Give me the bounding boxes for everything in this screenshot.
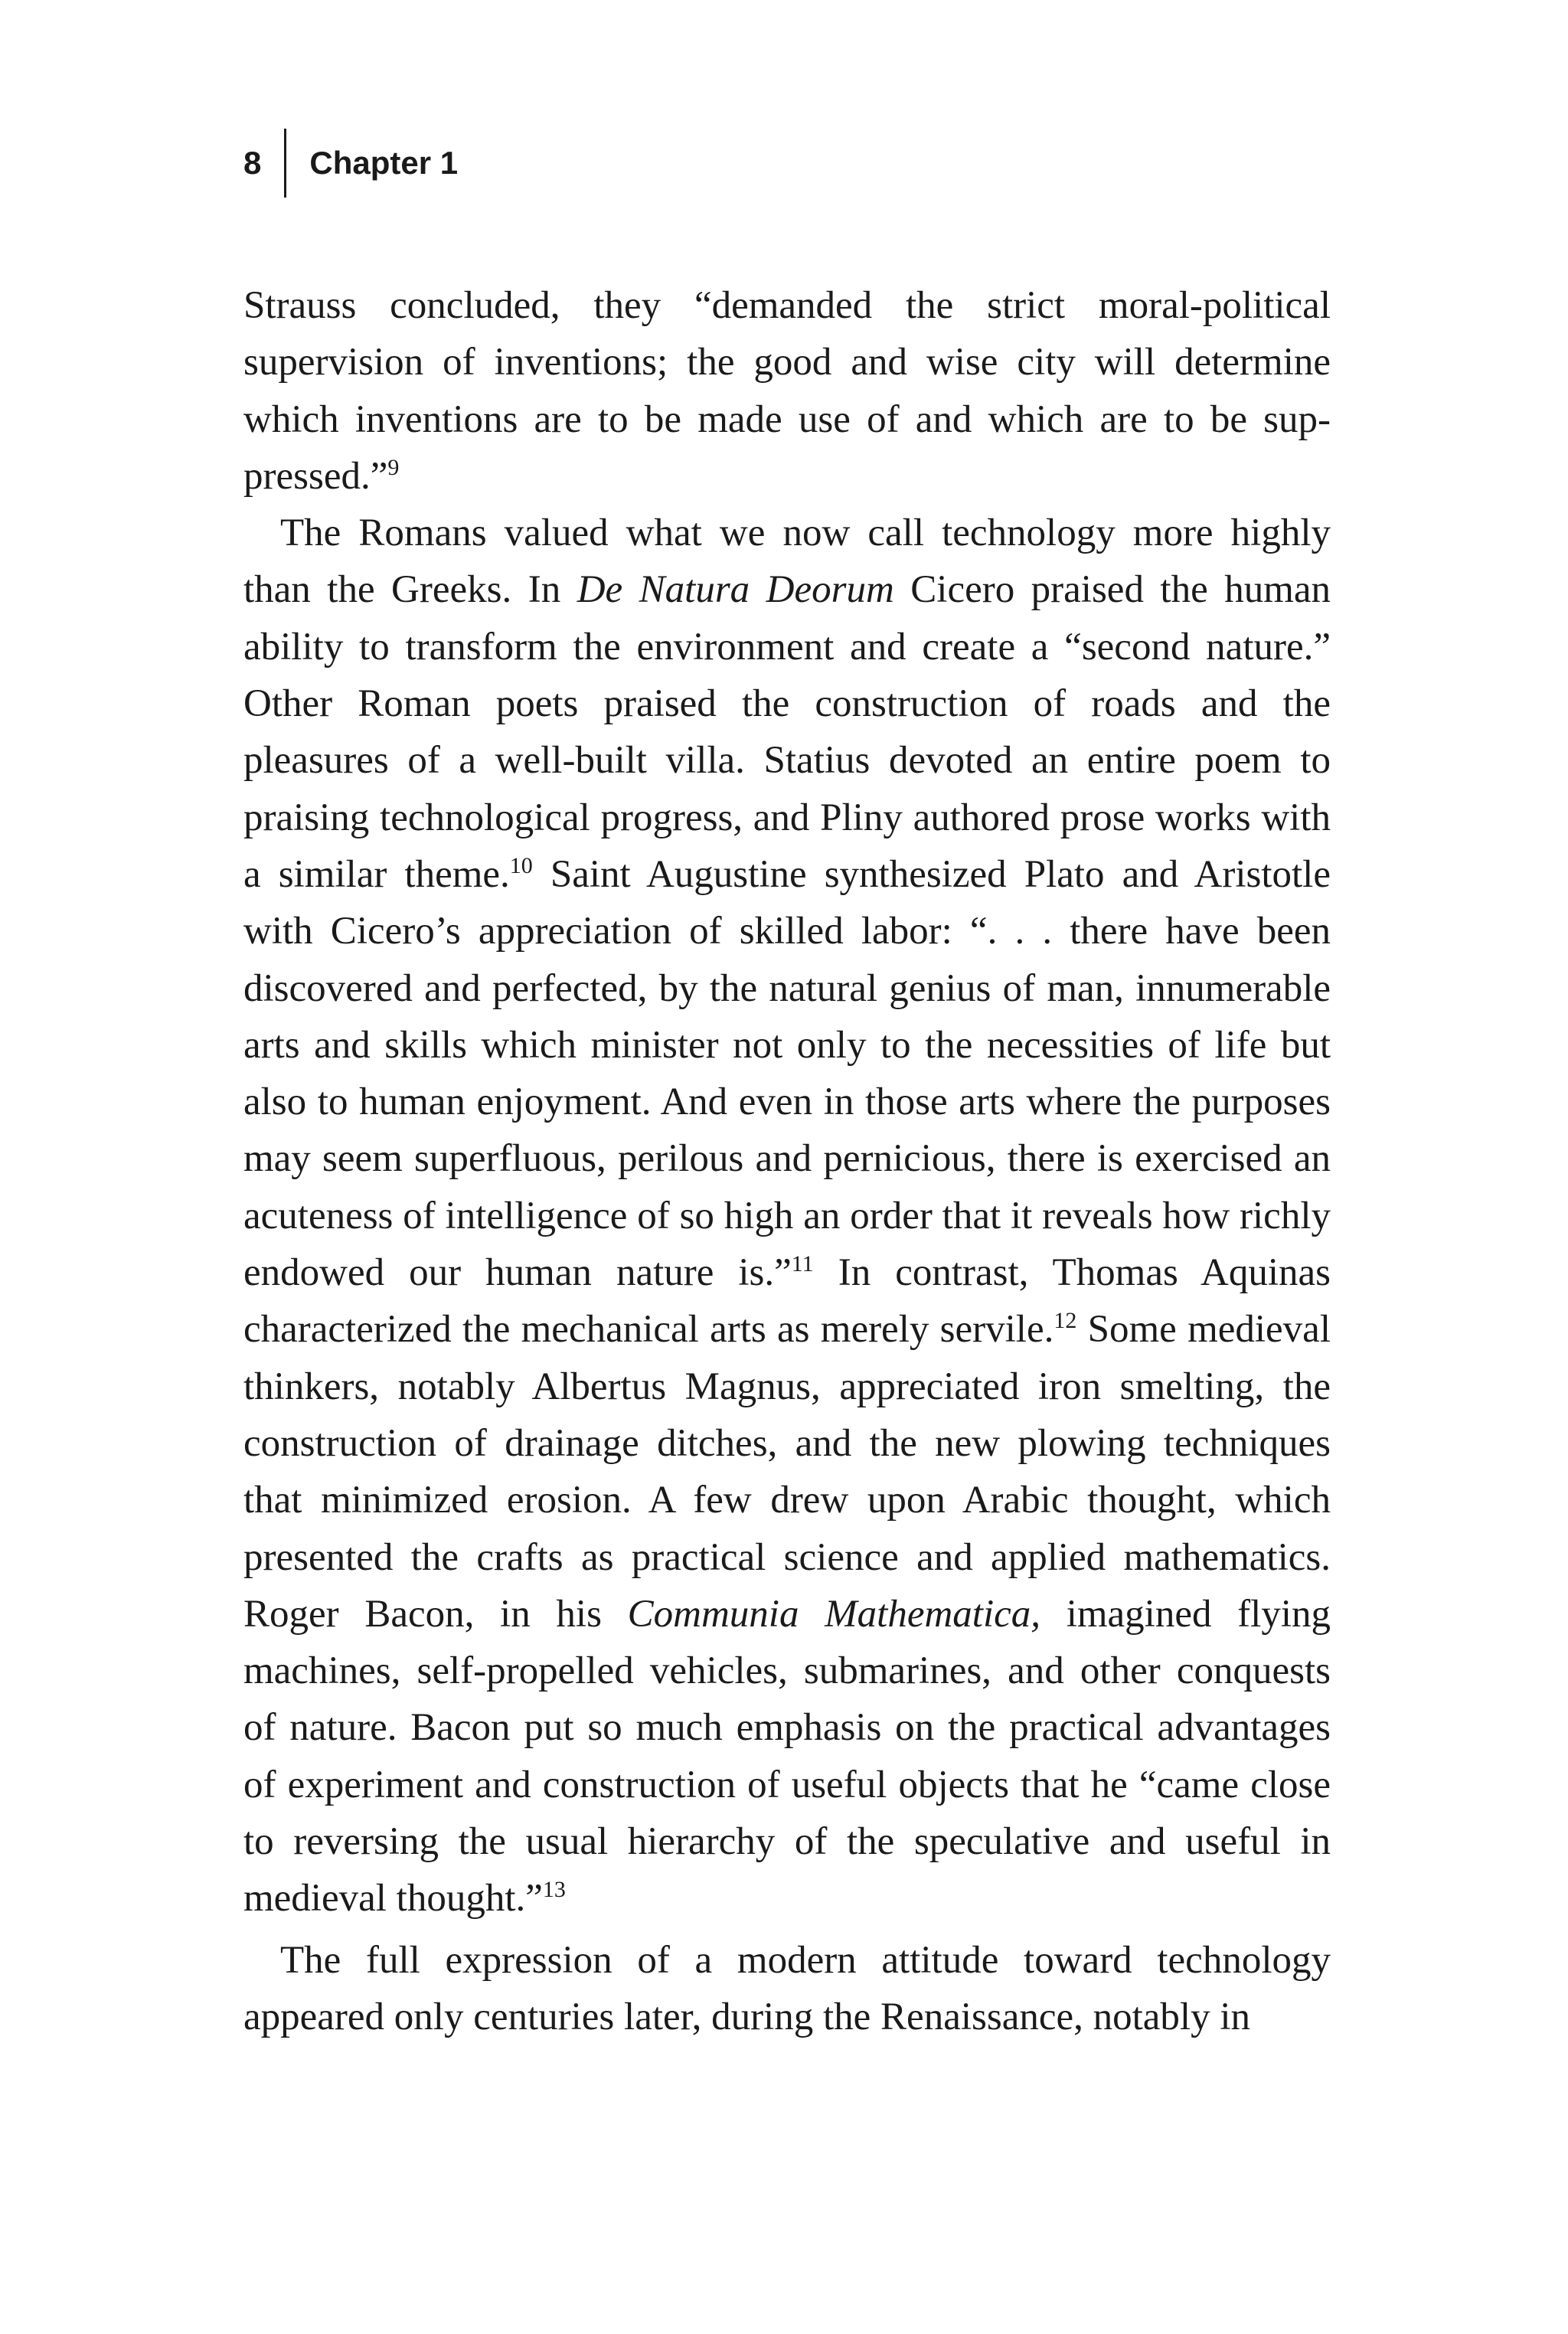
- footnote-ref-13: 13: [542, 1877, 566, 1903]
- text-run: Strauss concluded, they “demanded the strict moral-political supervision of inventions; the good and wise city will determine which inventions are to be made use of and which are to be suppressed.”: [243, 284, 1331, 498]
- book-title: Communia Mathematica,: [627, 1592, 1041, 1636]
- footnote-ref-9: 9: [387, 454, 400, 480]
- text-run: In contrast, Thomas Aquinas characterized the mechanical arts as merely servile.: [243, 1251, 1331, 1352]
- body-text: [243, 277, 1331, 2045]
- paragraph: [243, 505, 1331, 1927]
- footnote-ref-10: 10: [509, 852, 533, 878]
- footnote-ref-12: 12: [1054, 1308, 1077, 1334]
- page-number: 8: [243, 145, 262, 181]
- text-run: Some medieval thinkers, notably Albertus Magnus, appreciated iron smelting, the construction of drainage ditches, and the new plowing techniques that minimized erosion. A few drew upon Arabic thought, which presented the crafts as practical science and applied mathematics. Roger Bacon, in his: [243, 1308, 1331, 1636]
- text-run: The Romans valued what we now call technology more highly than the Greeks. In: [243, 512, 1331, 612]
- text-run: imagined flying machines, self-propelled vehicles, submarines, and other conquests of nature. Bacon put so much emphasis on the practical advantages of experiment and construction of useful objects that he “came close to reversing the usual hierarchy of the speculative and useful in medieval thought.”: [243, 1592, 1331, 1920]
- text-run: Cicero praised the human ability to transform the environment and create a “second nature.” Other Roman poets praised the construction of roads and the pleasures of a well-built villa. Statius devoted an entire poem to praising technological progress, and Pliny authored prose works with a similar theme.: [243, 568, 1331, 896]
- paragraph: [243, 277, 1331, 505]
- running-header: [243, 129, 458, 198]
- book-title: De Natura Deorum: [577, 568, 894, 612]
- header-divider: [284, 129, 286, 198]
- footnote-ref-11: 11: [791, 1251, 814, 1277]
- text-run: Saint Augustine synthesized Plato and Aristotle with Cicero’s appreciation of skilled labor: “. . . there have been discovered and perfected, by the natural genius of man, innumerable arts and skills which minister not only to the necessities of life but also to human enjoyment. And even in those arts where the purposes may seem superfluous, perilous and pernicious, there is exercised an acuteness of intelligence of so high an order that it reveals how richly endowed our human nature is.”: [243, 852, 1331, 1295]
- text-run: The full expression of a modern attitude toward technology appeared only centuries later, during the Renaissance, notably in: [243, 1938, 1331, 2038]
- chapter-title: Chapter 1: [309, 145, 459, 181]
- paragraph: [243, 1932, 1331, 2046]
